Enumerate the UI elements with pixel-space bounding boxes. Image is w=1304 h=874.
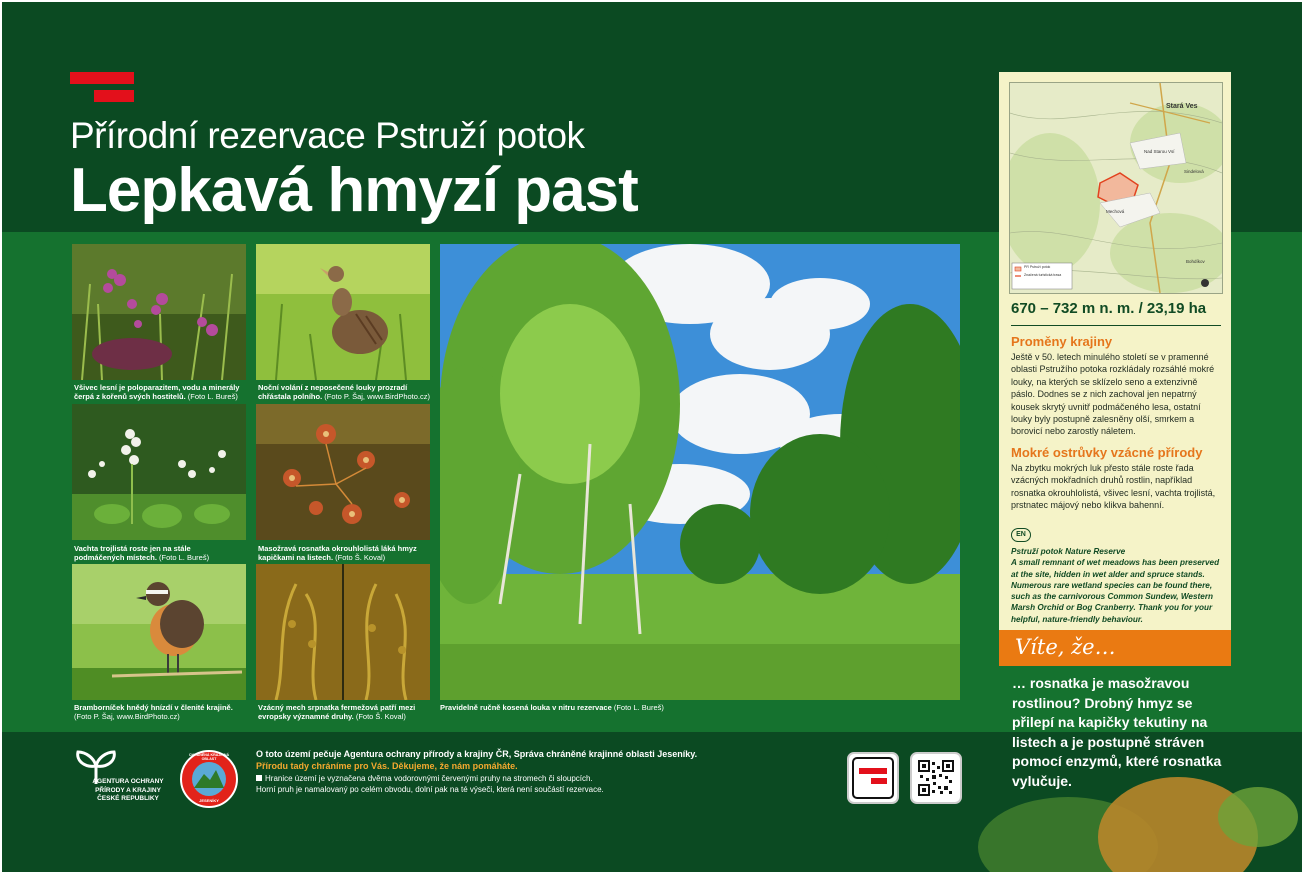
aopk-logo-text: AGENTURA OCHRANY PŘÍRODY A KRAJINY ČESKÉ REPUBLIKY — [92, 778, 164, 802]
did-you-know-banner — [999, 630, 1231, 666]
map-label: Stará Ves — [1166, 103, 1198, 110]
photo-moss — [256, 564, 430, 700]
english-title: Pstruží potok Nature Reserve — [1011, 547, 1126, 556]
photo-caption: Vzácný mech srpnatka fermežová patří mezi evropsky významné druhy. (Foto Š. Koval) — [258, 703, 416, 721]
page-title: Lepkavá hmyzí past — [70, 156, 638, 225]
qr-code-icon — [918, 760, 954, 796]
photo-caption: Pravidelně ručně kosená louka v nitru rezervace (Foto L. Bureš) — [440, 703, 664, 712]
divider — [1011, 325, 1221, 326]
section-text: Na zbytku mokrých luk přesto stále roste řada vzácných mokřadních druhů rostlin, například rosnatka okrouhlolistá, všivec lesní, vachta trojlistá, prstnatec májový nebo klikva bahenní. — [1011, 463, 1216, 511]
did-you-know-text: … rosnatka je masožravou rostlinou? Drobný hmyz se přilepí na kapičky tekutiny na listech a je postupně stráven pomocí enzymů, které rosnatka vylučuje. — [1012, 675, 1222, 789]
photo-caption: Masožravá rosnatka okrouhlolistá láká hmyz kapičkami na listech. (Foto Š. Koval) — [258, 544, 417, 562]
location-map — [1009, 82, 1223, 294]
map-label: Bohdíkov — [1186, 259, 1205, 264]
reserve-boundary-mark-icon — [70, 72, 134, 102]
footer-line-4: Horní pruh je namalovaný po celém obvodu, dolní pak na té výseči, která není součástí rezervace. — [256, 785, 604, 794]
photo-whinchat — [72, 564, 246, 700]
information-board — [2, 2, 1302, 872]
photo-bogbean — [72, 404, 246, 540]
english-summary — [1011, 546, 1225, 625]
photo-caption: Bramborníček hnědý hnízdí v členité krajině. (Foto P. Šaj, www.BirdPhoto.cz) — [74, 703, 233, 721]
reserve-symbol-tile — [847, 752, 899, 804]
map-legend-item: PR Pstruží potok — [1024, 265, 1051, 269]
photo-caption: Všivec lesní je poloparazitem, vodu a minerály čerpá z kořenů svých hostitelů. (Foto L. Bureš) — [74, 383, 240, 401]
photo-caption: Vachta trojlistá roste jen na stále podmáčených místech. (Foto L. Bureš) — [74, 544, 210, 562]
photo-meadow-landscape — [440, 244, 960, 700]
photo-caption: Noční volání z neposečené louky prozradí chřástala polního. (Foto P. Šaj, www.BirdPhoto.cz) — [258, 383, 431, 401]
chko-logo-bottom-text: JESENÍKY — [199, 798, 219, 803]
map-label: Mechová — [1106, 209, 1125, 214]
photo-lousewort — [72, 244, 246, 380]
section-heading: Mokré ostrůvky vzácné přírody — [1011, 445, 1203, 460]
leaf-decoration-icon — [978, 777, 1302, 872]
chko-jeseniky-logo — [180, 750, 238, 808]
bullet-square-icon — [256, 775, 262, 781]
qr-code-tile[interactable] — [910, 752, 962, 804]
footer-line-1: O toto území pečuje Agentura ochrany přírody a krajiny ČR, Správa chráněné krajinné oblasti Jeseníky. — [256, 749, 698, 759]
chko-logo-top-text: CHRÁNĚNÁ KRAJINNÁ OBLAST — [188, 753, 230, 761]
english-badge: EN — [1011, 528, 1031, 542]
photo-corncrake — [256, 244, 430, 380]
reserve-name: Přírodní rezervace Pstruží potok — [70, 115, 585, 156]
section-text: Ještě v 50. letech minulého století se v pramenné oblasti Pstružího potoka rozkládaly rozsáhlé mokré louky, na kterých se sklízelo seno a extenzivně páslo. Dodnes se z nich zachoval jen nepatrný kousek skrytý uvnitř podmáčeného lesa, ostatní louky byly postupně zalesněny olší, smrkem a borovicí nebo zarostly náletem. — [1011, 352, 1215, 437]
section-heading: Proměny krajiny — [1011, 334, 1113, 349]
footer-line-3: Hranice území je vyznačena dvěma vodorovnými červenými pruhy na stromech či sloupcích. — [256, 774, 593, 783]
map-label: Sindelová — [1184, 169, 1204, 174]
info-sidebar — [999, 72, 1231, 632]
did-you-know-label: Víte, že… — [1015, 635, 1116, 659]
altitude-area: 670 – 732 m n. m. / 23,19 ha — [1011, 300, 1207, 317]
english-body: A small remnant of wet meadows has been preserved at the site, hidden in wet alder and spruce stands. Numerous rare wetland species can be found there, such as the carnivorous Common Sundew, Western Marsh Orchid or Bog Cranberry. Thank you for your helpful, nature-friendly behaviour. — [1011, 558, 1220, 624]
map-legend-item: Značená turistická trasa — [1024, 273, 1062, 277]
map-label: Nad Starou Vsí — [1144, 149, 1175, 154]
photo-sundew — [256, 404, 430, 540]
footer-line-2: Přírodu tady chráníme pro Vás. Děkujeme, že nám pomáháte. — [256, 761, 518, 771]
